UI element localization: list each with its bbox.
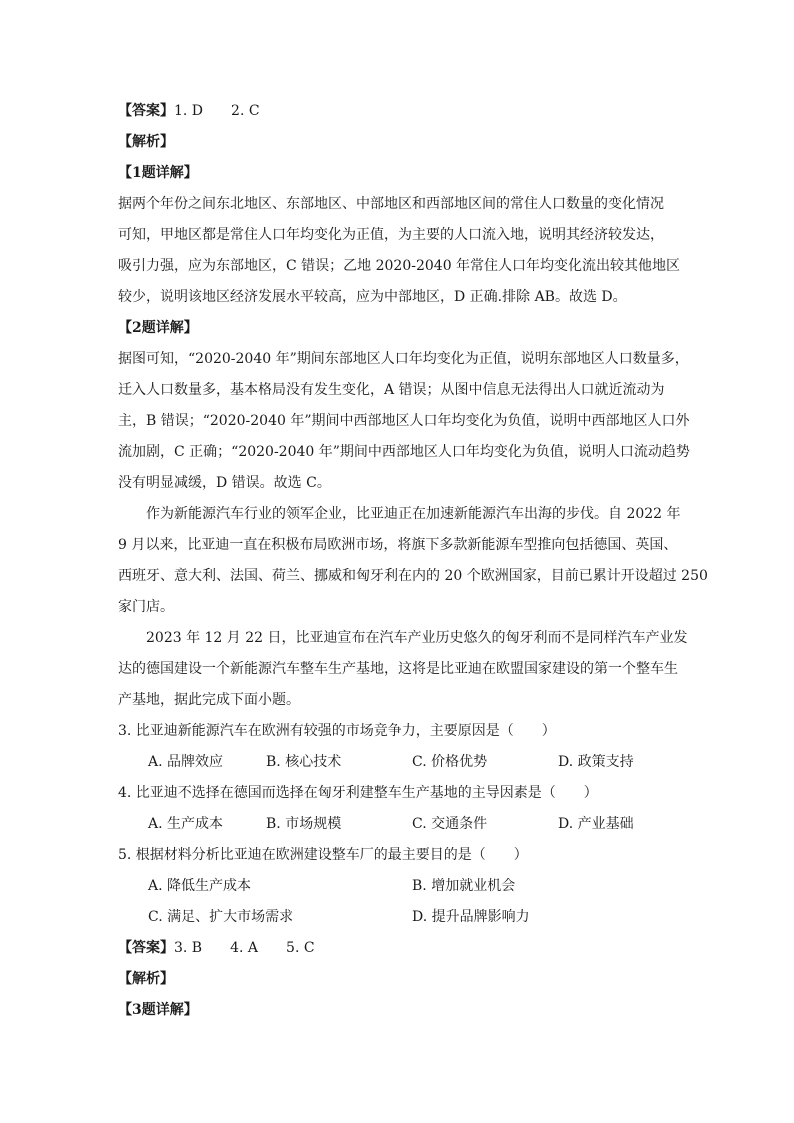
answer-label: 【答案】 [118, 940, 174, 956]
question-options-5-row1 [118, 871, 678, 902]
answer-item: 2. C [231, 103, 260, 119]
option-c: C. 价格优势 [412, 754, 488, 770]
question-options-3 [118, 747, 678, 778]
question-options-4 [118, 809, 678, 840]
q2-detail-line: 迁入人口数量多，基本格局没有发生变化，A 错误；从图中信息无法得出人口就近流动为 [118, 382, 665, 398]
q2-detail-line: 流加剧，C 正确；“2020-2040 年”期间中西部地区人口年均变化为负值，说明人口流动趋势 [118, 444, 690, 460]
option-c: C. 交通条件 [412, 816, 488, 832]
q1-detail-line: 吸引力强，应为东部地区，C 错误；乙地 2020-2040 年常住人口年均变化流出较其他地区 [118, 258, 681, 274]
option-a: A. 降低生产成本 [148, 878, 252, 894]
answer-item: 1. D [174, 103, 204, 119]
q2-detail-line: 没有明显减缓，D 错误。故选 C。 [118, 475, 331, 491]
answer-line-1 [118, 96, 678, 127]
option-b: B. 核心技术 [266, 754, 342, 770]
question-stem-4: 4. 比亚迪不选择在德国而选择在匈牙利建整车生产基地的主导因素是（ ） [118, 785, 598, 801]
option-b: B. 市场规模 [266, 816, 342, 832]
passage-line: 产基地，据此完成下面小题。 [118, 692, 300, 708]
answer-item: 5. C [286, 940, 315, 956]
passage-line: 9 月以来，比亚迪一直在积极布局欧洲市场，将旗下多款新能源车型推向包括德国、英国、 [118, 537, 678, 553]
q2-detail-line: 据图可知，“2020-2040 年”期间东部地区人口年均变化为正值，说明东部地区人口数量多， [118, 351, 689, 367]
answer-line-2 [118, 933, 678, 964]
passage-line: 2023 年 12 月 22 日，比亚迪宣布在汽车产业历史悠久的匈牙利而不是同样汽车产业发 [146, 630, 688, 646]
answer-label: 【答案】 [118, 103, 174, 119]
answer-item: 4. A [230, 940, 259, 956]
q3-detail-label: 【3题详解】 [118, 1002, 198, 1018]
option-d: D. 政策支持 [558, 754, 634, 770]
option-d: D. 产业基础 [558, 816, 634, 832]
q2-detail-line: 主，B 错误；“2020-2040 年”期间中西部地区人口年均变化为负值，说明中西部地区人口外 [118, 413, 690, 429]
passage-line: 西班牙、意大利、法国、荷兰、挪威和匈牙利在内的 20 个欧洲国家，目前已累计开设超过 250 [118, 568, 708, 584]
question-options-5-row2 [118, 902, 678, 933]
option-b: B. 增加就业机会 [412, 878, 516, 894]
passage-line: 家门店。 [118, 599, 174, 615]
document-page [118, 96, 708, 1026]
question-stem-3: 3. 比亚迪新能源汽车在欧洲有较强的市场竞争力，主要原因是（ ） [118, 723, 556, 739]
option-c: C. 满足、扩大市场需求 [148, 909, 294, 925]
passage-line: 达的德国建设一个新能源汽车整车生产基地，这将是比亚迪在欧盟国家建设的第一个整车生 [118, 661, 678, 677]
q1-detail-line: 可知，甲地区都是常住人口年均变化为正值，为主要的人口流入地，说明其经济较发达， [118, 227, 664, 243]
passage-line: 作为新能源汽车行业的领军企业，比亚迪正在加速新能源汽车出海的步伐。自 2022 年 [146, 506, 681, 522]
option-d: D. 提升品牌影响力 [412, 909, 530, 925]
q1-detail-label: 【1题详解】 [118, 165, 198, 181]
q1-detail-line: 较少，说明该地区经济发展水平较高，应为中部地区，D 正确.排除 AB。故选 D。 [118, 289, 627, 305]
q1-detail-line: 据两个年份之间东北地区、东部地区、中部地区和西部地区间的常住人口数量的变化情况 [118, 196, 664, 212]
option-a: A. 品牌效应 [148, 754, 224, 770]
q2-detail-label: 【2题详解】 [118, 320, 198, 336]
question-stem-5: 5. 根据材料分析比亚迪在欧洲建设整车厂的最主要目的是（ ） [118, 847, 528, 863]
option-a: A. 生产成本 [148, 816, 224, 832]
analysis-label: 【解析】 [118, 134, 174, 150]
answer-item: 3. B [174, 940, 203, 956]
analysis-label: 【解析】 [118, 971, 174, 987]
